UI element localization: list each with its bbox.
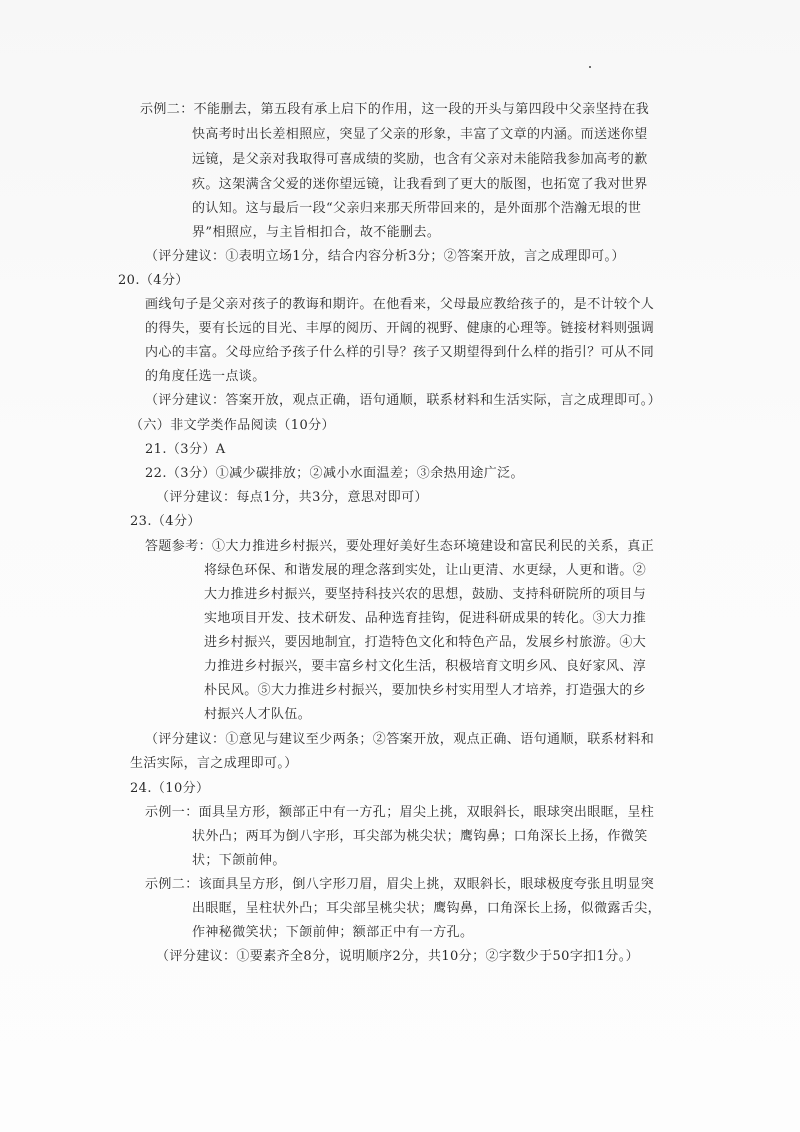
text-line: 进乡村振兴，要因地制宜，打造特色文化和特色产品，发展乡村旅游。④大 (204, 635, 647, 650)
question-number: 21.（3分）A (145, 442, 226, 457)
text-line: 将绿色环保、和谐发展的理念落到实处，让山更清、水更绿，人更和谐。② (204, 563, 647, 578)
text-line: 示例二：不能删去，第五段有承上启下的作用，这一段的开头与第四段中父亲坚持在我 (140, 102, 650, 117)
text-line: （评分建议：①要素齐全8分，说明顺序2分，共10分；②字数少于50字扣1分。） (156, 949, 639, 964)
text-line: （评分建议：每点1分，共3分，意思对即可） (156, 490, 428, 505)
text-line: 示例二：该面具呈方形，倒八字形刀眉，眉尖上挑，双眼斜长，眼球极度夸张且明显突 (145, 877, 655, 892)
question-number: 22.（3分）①减少碳排放；②减小水面温差；③余热用途广泛。 (145, 466, 524, 481)
text-line: 作神秘微笑状；下颌前伸；额部正中有一方孔。 (192, 925, 474, 940)
text-line: （评分建议：答案开放，观点正确，语句通顺，联系材料和生活实际，言之成理即可。） (145, 393, 662, 408)
text-line: （评分建议：①意见与建议至少两条；②答案开放，观点正确、语句通顺，联系材料和 (145, 732, 655, 747)
text-line: 状；下颌前伸。 (192, 853, 286, 868)
text-line: 内心的丰富。父母应给予孩子什么样的引导？孩子又期望得到什么样的指引？可从不同 (145, 345, 655, 360)
question-number: 23.（4分） (130, 514, 201, 529)
question-number: 24.（10分） (130, 781, 210, 796)
text-line: 实地项目开发、技术研发、品种选育挂钩，促进科研成果的转化。③大力推 (204, 611, 647, 626)
text-line: 答题参考：①大力推进乡村振兴，要处理好美好生态环境建设和富民利民的关系，真正 (145, 539, 655, 554)
text-line: 的得失，要有长远的目光、丰厚的阅历、开阔的视野、健康的心理等。链接材料则强调 (145, 321, 655, 336)
text-line: 朴民风。⑤大力推进乡村振兴，要加快乡村实用型人才培养，打造强大的乡 (204, 683, 647, 698)
text-line: 快高考时出长差相照应，突显了父亲的形象，丰富了文章的内涵。而送迷你望 (192, 127, 648, 142)
text-line: 界”相照应，与主旨相扣合，故不能删去。 (192, 225, 441, 240)
text-line: 疚。这架满含父爱的迷你望远镜，让我看到了更大的版图，也拓宽了我对世界 (192, 177, 648, 192)
question-number: 20.（4分） (118, 273, 189, 288)
text-line: 的角度任选一点谈。 (145, 369, 266, 384)
text-line: 画线句子是父亲对孩子的教诲和期许。在他看来，父母最应教给孩子的，是不计较个人 (145, 297, 655, 312)
text-line: 示例一：面具呈方形，额部正中有一方孔；眉尖上挑，双眼斜长，眼球突出眼眶，呈柱 (145, 805, 655, 820)
text-line: 生活实际，言之成理即可。） (130, 756, 298, 771)
text-line: 大力推进乡村振兴，要坚持科技兴农的思想，鼓励、支持科研院所的项目与 (204, 587, 647, 602)
scan-speck (589, 66, 591, 68)
section-heading: （六）非文学类作品阅读（10分） (130, 418, 335, 433)
text-line: （评分建议：①表明立场1分，结合内容分析3分；②答案开放，言之成理即可。） (145, 249, 625, 264)
text-line: 的认知。这与最后一段“父亲归来那天所带回来的，是外面那个浩瀚无垠的世 (192, 201, 642, 216)
text-line: 村振兴人才队伍。 (204, 707, 312, 722)
text-line: 出眼眶，呈柱状外凸；耳尖部呈桃尖状；鹰钩鼻，口角深长上扬，似微露舌尖， (192, 901, 662, 916)
text-line: 远镜，是父亲对我取得可喜成绩的奖励，也含有父亲对未能陪我参加高考的歉 (192, 152, 648, 167)
text-line: 状外凸；两耳为倒八字形，耳尖部为桃尖状；鹰钩鼻；口角深长上扬，作微笑 (192, 829, 648, 844)
text-line: 力推进乡村振兴，要丰富乡村文化生活，积极培育文明乡风、良好家风、淳 (204, 659, 647, 674)
